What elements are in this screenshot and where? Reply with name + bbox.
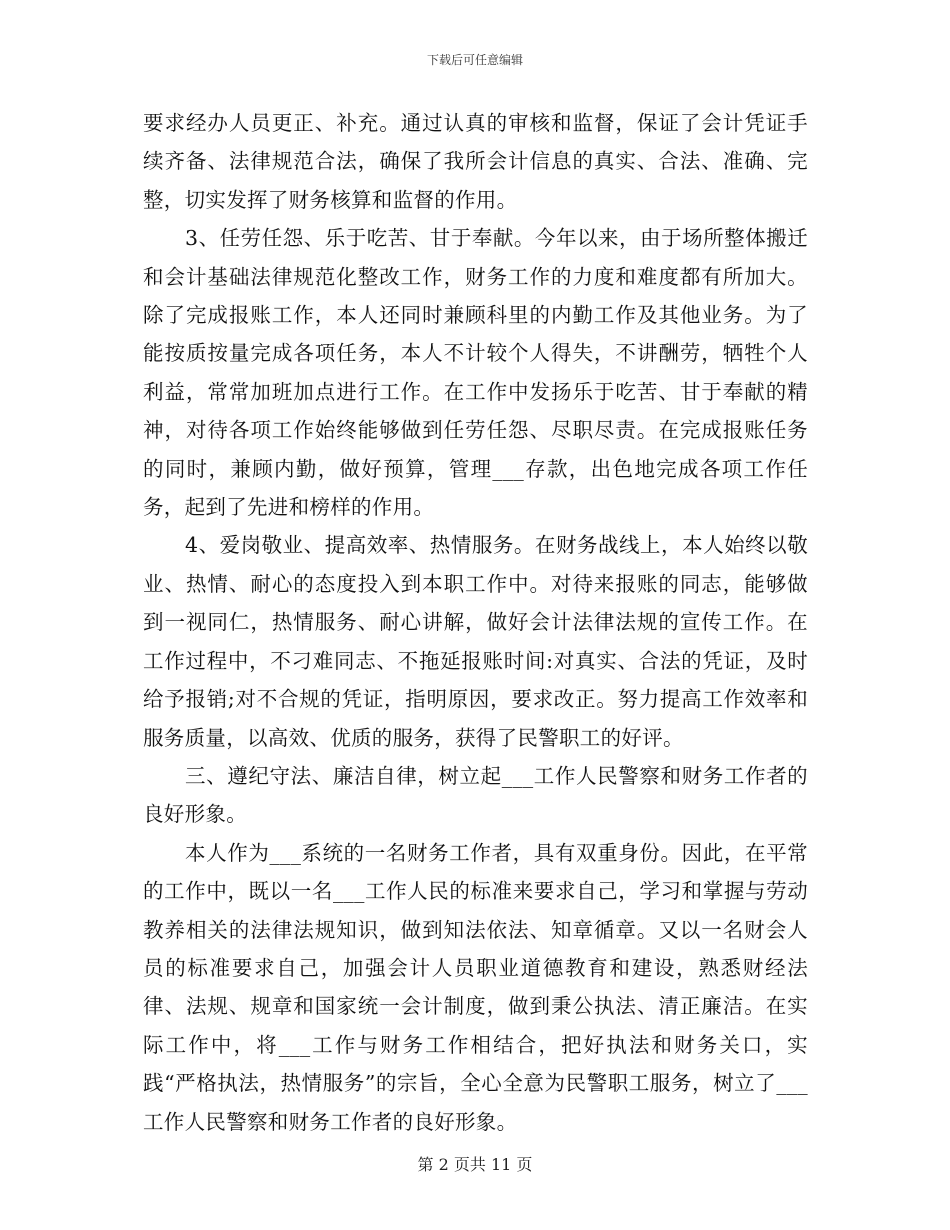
paragraph-item-3: 3、任劳任怨、乐于吃苦、甘于奉献。今年以来，由于场所整体搬迁和会计基础法律规范化整改工作，财务工作的力度和难度都有所加大。除了完成报账工作，本人还同时兼顾科里的内勤工作及其他业务。为了能按质按量完成各项任务，本人不计较个人得失，不讲酬劳，牺牲个人利益，常常加班加点进行工作。在工作中发扬乐于吃苦、甘于奉献的精神，对待各项工作始终能够做到任劳任怨、尽职尽责。在完成报账任务的同时，兼顾内勤，做好预算，管理___存款，出色地完成各项工作任务，起到了先进和榜样的作用。 <box>143 226 808 520</box>
paragraph-dual-identity: 本人作为___系统的一名财务工作者，具有双重身份。因此，在平常的工作中，既以一名___工作人民的标准来要求自己，学习和掌握与劳动教养相关的法律法规知识，做到知法依法、知章循章。又以一名财会人员的标准要求自己，加强会计人员职业道德教育和建设，熟悉财经法律、法规、规章和国家统一会计制度，做到秉公执法、清正廉洁。在实际工作中，将___工作与财务工作相结合，把好执法和财务关口，实践“严格执法，热情服务”的宗旨，全心全意为民警职工服务，树立了___工作人民警察和财务工作者的良好形象。 <box>143 840 808 1134</box>
paragraph-item-4: 4、爱岗敬业、提高效率、热情服务。在财务战线上，本人始终以敬业、热情、耐心的态度投入到本职工作中。对待来报账的同志，能够做到一视同仁，热情服务、耐心讲解，做好会计法律法规的宣传工作。在工作过程中，不刁难同志、不拖延报账时间:对真实、合法的凭证，及时给予报销;对不合规的凭证，指明原因，要求改正。努力提高工作效率和服务质量，以高效、优质的服务，获得了民警职工的好评。 <box>143 533 808 750</box>
page-header: 下载后可任意编辑 <box>426 53 523 67</box>
page-number: 第 2 页共 11 页 <box>417 1155 533 1174</box>
paragraph-audit-conclusion: 要求经办人员更正、补充。通过认真的审核和监督，保证了会计凭证手续齐备、法律规范合法，确保了我所会计信息的真实、合法、准确、完整，切实发挥了财务核算和监督的作用。 <box>143 111 808 212</box>
document-body <box>143 104 808 1141</box>
section-heading-three: 三、遵纪守法、廉洁自律，树立起___工作人民警察和财务工作者的良好形象。 <box>143 763 808 827</box>
